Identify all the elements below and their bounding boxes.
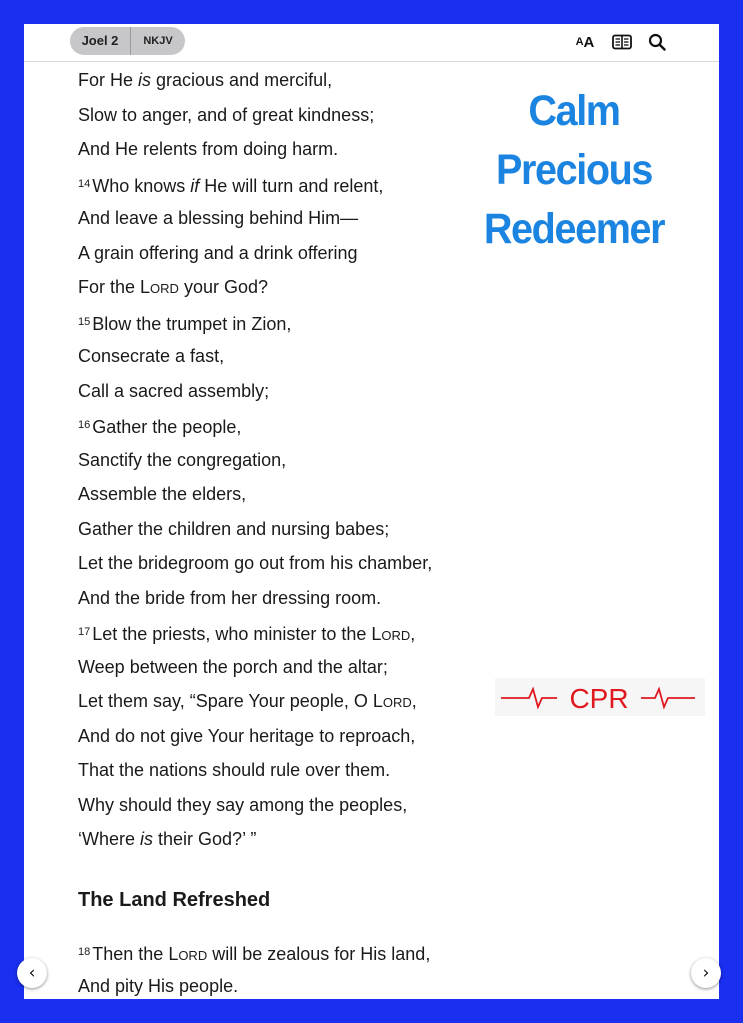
verse-number[interactable]: 17 (78, 626, 91, 638)
passage-selector[interactable] (70, 27, 185, 55)
previous-chapter-button[interactable]: ‹ (17, 958, 47, 988)
reader-page (24, 24, 719, 999)
verse-continuation-line: And He relents from doing harm. (78, 139, 339, 159)
verse-continuation-line: Why should they say among the peoples, (78, 794, 408, 815)
text-size-icon[interactable]: A A (575, 33, 595, 51)
cpr-logo (495, 678, 705, 716)
verse-continuation-line: Weep between the porch and the altar; (78, 656, 388, 677)
verse-line: $^{18}$ Then the Lord will be zealous for His land, (78, 943, 431, 964)
verse-number[interactable]: 18 (78, 945, 91, 958)
verse-continuation-line: Assemble the elders, (78, 484, 247, 504)
promo-line: Calm (528, 87, 620, 135)
verse-number[interactable]: 16 (78, 419, 91, 431)
section-heading: The Land Refreshed (78, 888, 271, 911)
verse-continuation-line: Consecrate a fast, (78, 346, 225, 366)
small-caps-word: Lord (168, 943, 208, 964)
italic-word: is (140, 829, 154, 849)
italic-word: is (138, 70, 152, 90)
italic-word: if (190, 175, 200, 196)
verse-continuation-line: Gather the children and nursing babes; (78, 518, 390, 539)
small-caps-word: Lord (372, 691, 412, 711)
cpr-logo-text: CPR (569, 683, 629, 714)
next-chapter-button[interactable]: › (691, 958, 721, 988)
promo-line: Redeemer (483, 205, 665, 253)
verse-continuation-line: Call a sacred assembly; (78, 380, 270, 401)
small-caps-word: Lord (140, 277, 179, 297)
search-icon[interactable] (646, 32, 668, 52)
verse-continuation-line: And do not give Your heritage to reproach, (78, 725, 416, 746)
verse-continuation-line: Sanctify the congregation, (78, 449, 287, 470)
verse-continuation-line: A grain offering and a drink offering (78, 242, 358, 263)
verse-line: $^{17}$ Let the priests, who minister to the Lord, (78, 624, 416, 644)
verse-continuation-line: That the nations should rule over them. (78, 760, 391, 780)
scripture-passage (78, 63, 518, 999)
version-button[interactable]: NKJV (143, 35, 173, 47)
verse-continuation-line: And pity His people. (78, 976, 239, 996)
verse-number[interactable]: 15 (78, 315, 91, 328)
verse-continuation-line: And leave a blessing behind Him— (78, 208, 359, 228)
verse-continuation-line: Let them say, “Spare Your people, O Lord, (78, 691, 417, 711)
verse-continuation-line: For the Lord your God? (78, 277, 268, 297)
promo-line: Precious (495, 146, 653, 194)
reader-toolbar (24, 24, 719, 62)
verse-continuation-line: Let the bridegroom go out from his chamber, (78, 553, 433, 573)
book-icon[interactable] (611, 32, 633, 52)
verse-continuation-line: And the bride from her dressing room. (78, 587, 382, 608)
verse-continuation-line: For He is gracious and merciful, (78, 70, 333, 90)
verse-line: $^{15}$ Blow the trumpet in Zion, (78, 313, 292, 334)
promo-overlay-text (473, 82, 675, 259)
verse-line: $^{16}$ Gather the people, (78, 417, 242, 437)
verse-continuation-line: ‘Where is their God?’ ” (78, 829, 257, 849)
small-caps-word: Lord (371, 624, 411, 644)
book-chapter-button[interactable]: Joel 2 (70, 27, 131, 55)
verse-line: $^{14}$ Who knows if He will turn and relent, (78, 175, 384, 196)
verse-number[interactable]: 14 (78, 177, 91, 190)
verse-continuation-line: Slow to anger, and of great kindness; (78, 104, 375, 125)
